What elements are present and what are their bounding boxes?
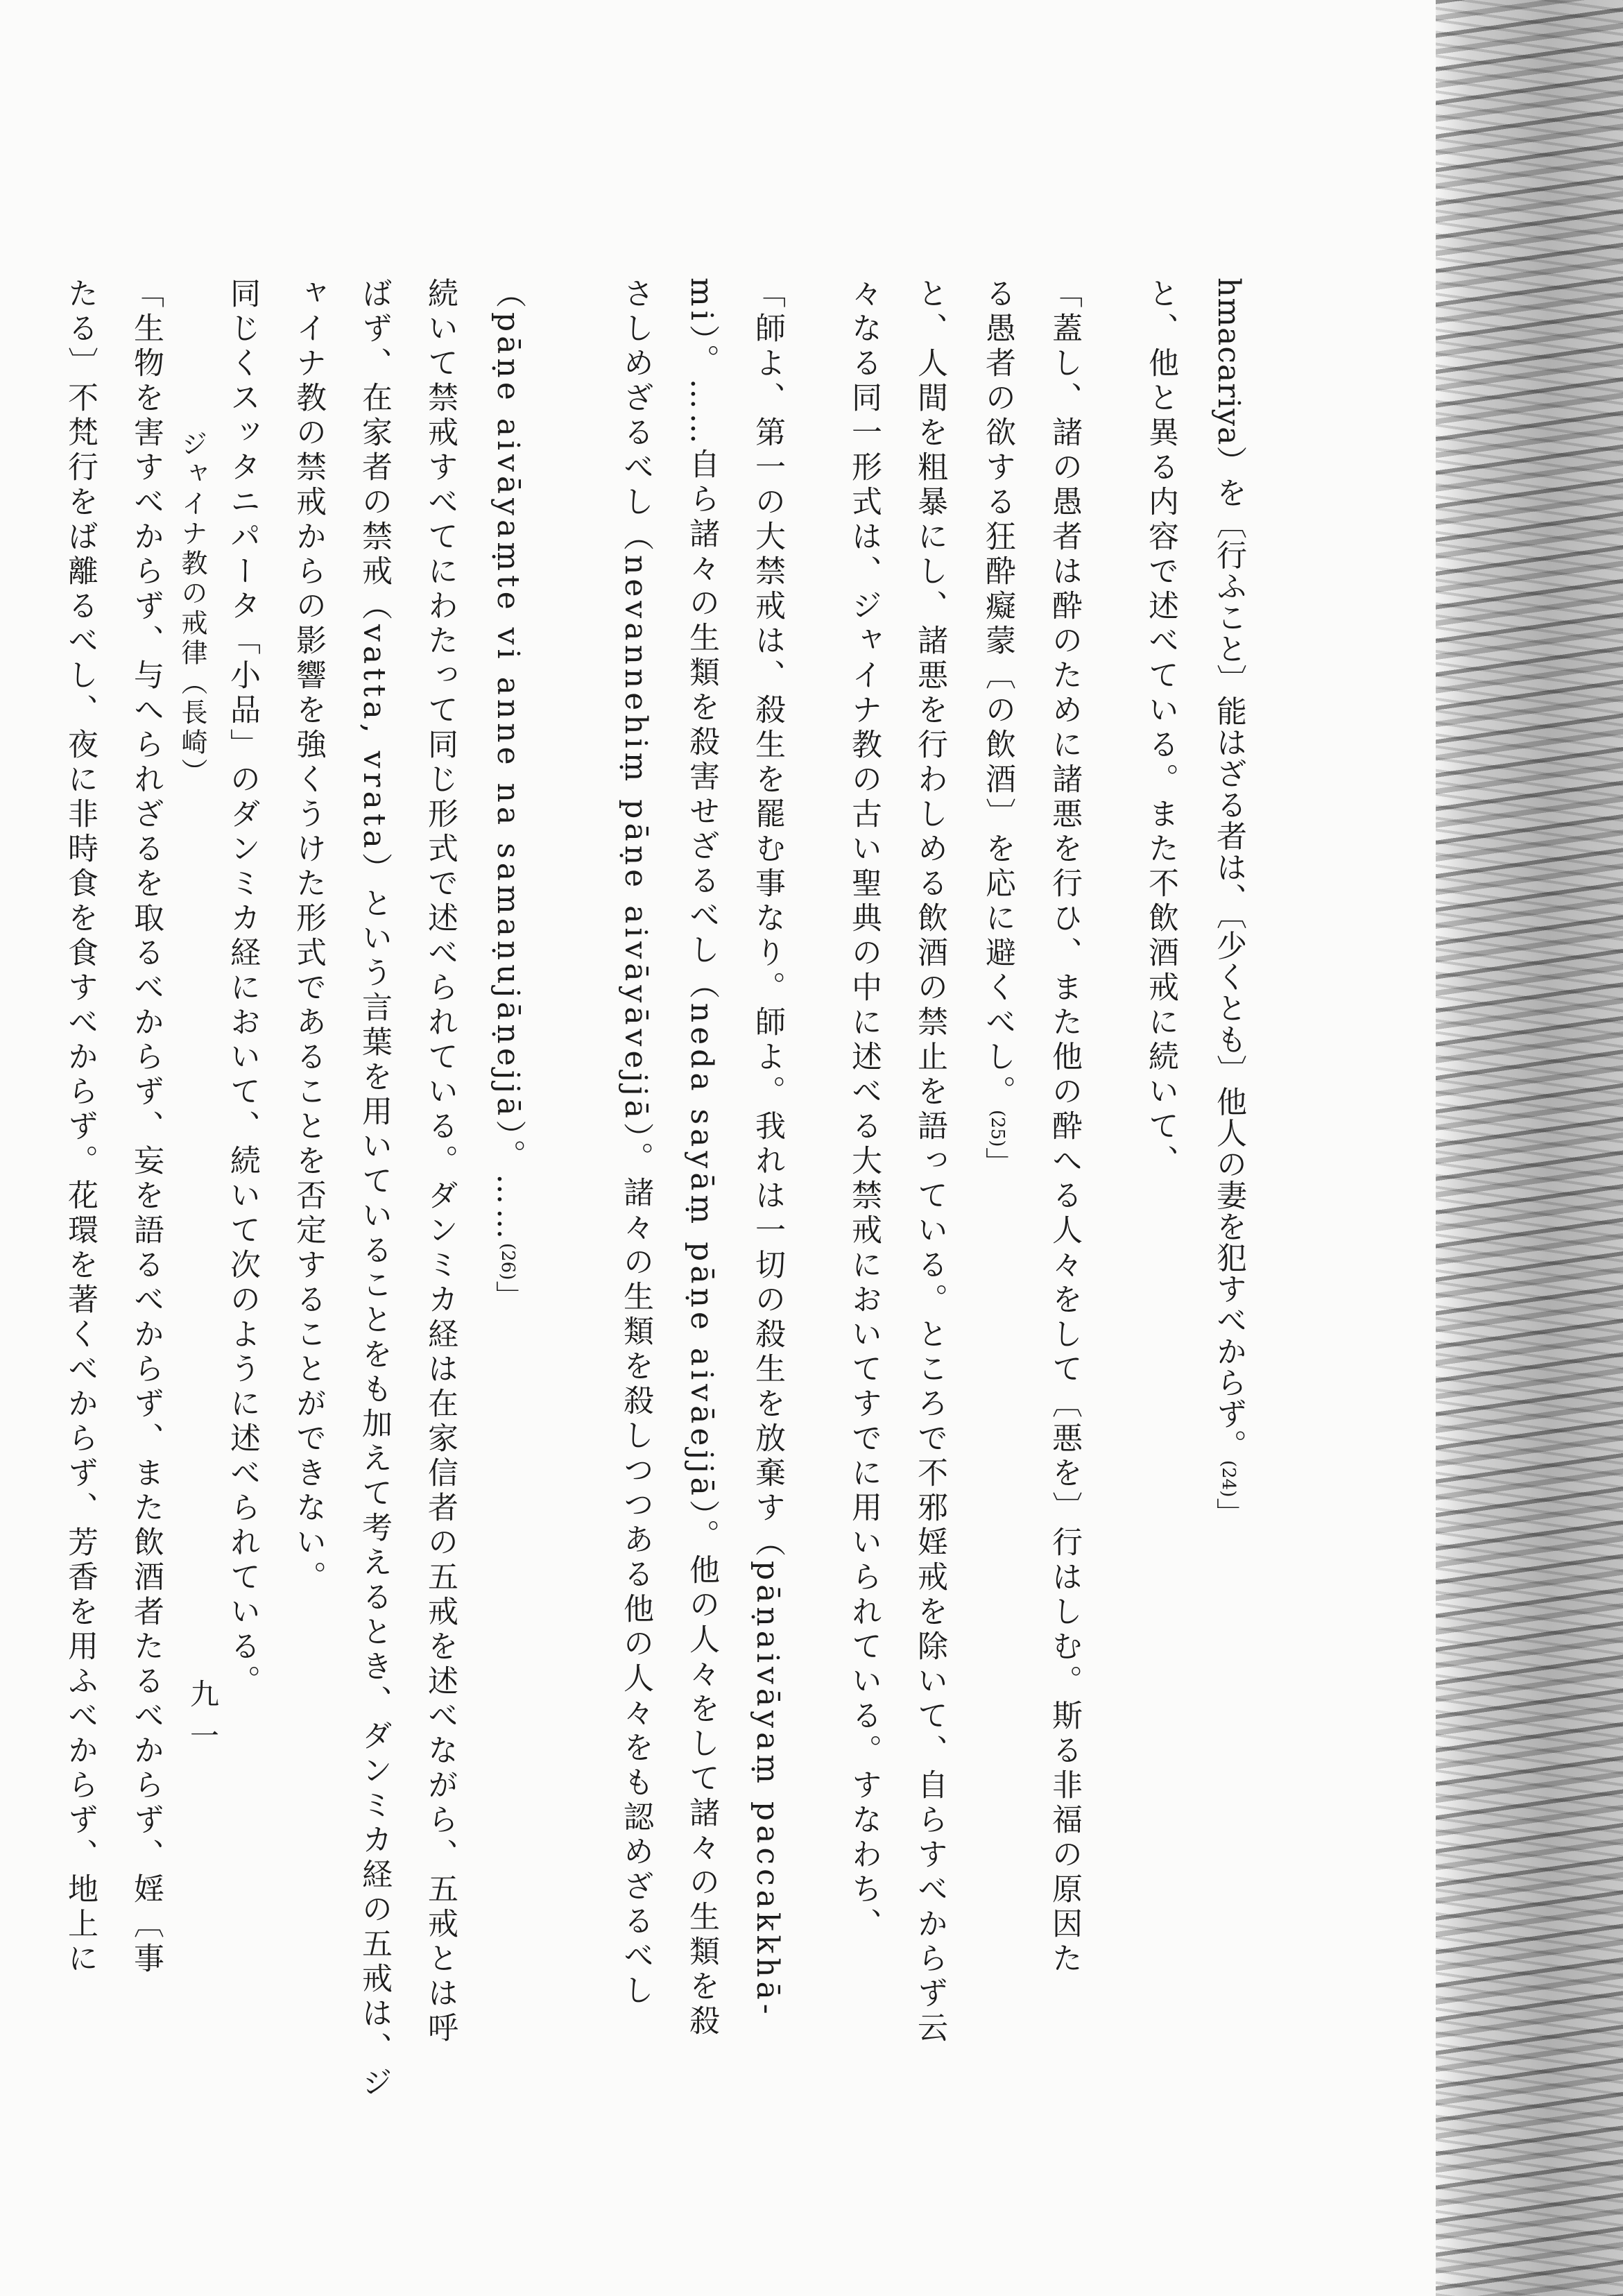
text-column-2: と、他と異る内容で述べている。また不飲酒戒に続いて、 — [1143, 277, 1178, 1179]
text-column-6: 々なる同一形式は、ジャイナ教の古い聖典の中に述べる大禁戒においてすでに用いられている。すなわち、 — [846, 277, 882, 1942]
text-column-12: ばず、在家者の禁戒（vatta, vrata）という言葉を用いていることをも加えて考えるとき、ダンミカ経の五戒は、ジ — [357, 277, 392, 2101]
text-column-3: 「蓋し、諸の愚者は酔のために諸悪を行ひ、また他の酔へる人々をして〔悪を〕行はしむ。斯る非福の原因た — [1047, 277, 1082, 1977]
running-head: ジャイナ教の戒律（長崎） — [177, 430, 207, 788]
column-1-text: hmacariya）を〔行ふこと〕能はざる者は、〔少くとも〕他人の妻を犯すべからず。 — [1211, 277, 1246, 1461]
column-1-close-quote: 」 — [1211, 1497, 1246, 1529]
text-column-11: 続いて禁戒すべてにわたって同じ形式で述べられている。ダンミカ経は在家信者の五戒を述べながら、五戒とは呼 — [422, 277, 458, 2046]
footnote-ref-24: (24) — [1218, 1460, 1239, 1498]
body-text — [47, 277, 1262, 2101]
text-column-7: 「師よ、第一の大禁戒は、殺生を罷む事なり。師よ。我れは一切の殺生を放棄す（pāṇaivāyaṃ paccakkhā- — [750, 277, 785, 2019]
text-column-8: mi）。……自ら諸々の生類を殺害せざるべし（neda sayāṃ pāṇe aivāejjā）。他の人々をして諸々の生類を殺 — [684, 277, 719, 2039]
footnote-ref-25: (25) — [987, 1110, 1008, 1147]
text-column-4 — [963, 277, 1031, 2053]
text-column-13: ャイナ教の禁戒からの影響を強くうけた形式であることを否定することができない。 — [291, 277, 326, 1595]
text-column-10 — [473, 277, 603, 2053]
column-4-text: る愚者の欲する狂酔癡蒙〔の飲酒〕を応に避くべし。 — [980, 277, 1015, 1110]
text-column-5: と、人間を粗暴にし、諸悪を行わしめる飲酒の禁止を語っている。ところで不邪婬戒を除いて、自らすべからず云 — [912, 277, 947, 2046]
page-number: 九一 — [186, 1679, 220, 1762]
text-column-1 — [1194, 277, 1262, 2053]
text-column-15: 「生物を害すべからず、与へられざるを取るべからず、妄を語るべからず、また飲酒者たるべからず、婬〔事 — [128, 277, 164, 1977]
text-column-9: さしめざるべし（nevannehiṃ pāṇe aivāyāvejjā）。諸々の生類を殺しつつある他の人々をも認めざるべし — [618, 277, 653, 2009]
text-column-16: たる〕不梵行をば離るべし、夜に非時食を食すべからず。花環を著くべからず、芳香を用ふべからず、地上に — [62, 277, 98, 1977]
column-10-close-quote: 」 — [490, 1280, 526, 1315]
binding-edge-scan-noise — [1436, 0, 1623, 2296]
text-column-14: 同じくスッタニパータ「小品」のダンミカ経において、続いて次のように述べられている。 — [225, 277, 260, 1699]
footnote-ref-26: (26) — [497, 1243, 518, 1280]
column-4-close-quote: 」 — [980, 1147, 1015, 1182]
column-10-text: （pāṇe aivāyaṃte vi anne na samaṇujāṇejjā）。…… — [490, 277, 526, 1244]
